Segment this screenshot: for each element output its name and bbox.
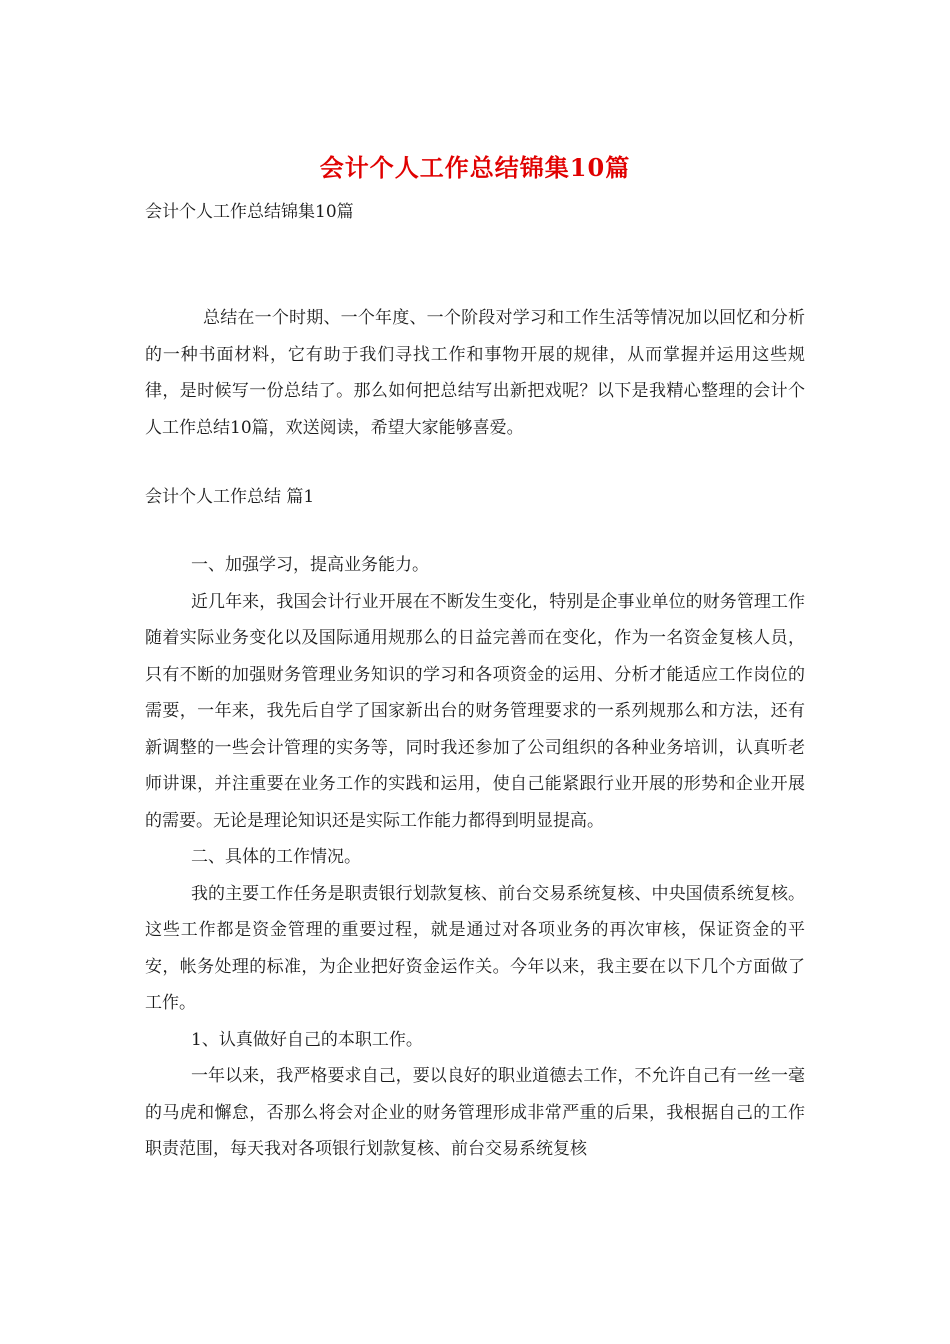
section-heading: 会计个人工作总结 篇1 (145, 487, 315, 507)
body-paragraph: 一年以来，我严格要求自己，要以良好的职业道德去工作，不允许自己有一丝一毫的马虎和懈怠，否那么将会对企业的财务管理形成非常严重的后果，我根据自己的工作职责范围，每天我对各项银行划款复核、前台交易系统复核 (145, 1066, 805, 1159)
body-paragraph: 我的主要工作任务是职责银行划款复核、前台交易系统复核、中央国债系统复核。这些工作都是资金管理的重要过程，就是通过对各项业务的再次审核，保证资金的平安，帐务处理的标准，为企业把好资金运作关。今年以来，我主要在以下几个方面做了工作。 (145, 883, 805, 1013)
body-paragraph: 二、具体的工作情况。 (191, 847, 361, 867)
body-paragraph: 近几年来，我国会计行业开展在不断发生变化，特别是企事业单位的财务管理工作随着实际业务变化以及国际通用规那么的日益完善而在变化，作为一名资金复核人员，只有不断的加强财务管理业务知识的学习和各项资金的运用、分析才能适应工作岗位的需要，一年来，我先后自学了国家新出台的财务管理要求的一系列规那么和方法，还有新调整的一些会计管理的实务等，同时我还参加了公司组织的各种业务培训，认真听老师讲课，并注重要在业务工作的实践和运用，使自己能紧跟行业开展的形势和企业开展的需要。无论是理论知识还是实际工作能力都得到明显提高。 (145, 591, 805, 831)
document-title: 会计个人工作总结锦集10篇 (319, 153, 631, 182)
body-text (145, 547, 805, 1168)
body-paragraph: 一、加强学习，提高业务能力。 (191, 555, 429, 575)
body-paragraph: 1、认真做好自己的本职工作。 (191, 1029, 423, 1050)
intro-paragraph: 总结在一个时期、一个年度、一个阶段对学习和工作生活等情况加以回忆和分析的一种书面材料，它有助于我们寻找工作和事物开展的规律，从而掌握并运用这些规律，是时候写一份总结了。那么如何把总结写出新把戏呢？以下是我精心整理的会计个人工作总结10篇，欢送阅读，希望大家能够喜爱。 (145, 308, 805, 438)
document-subtitle: 会计个人工作总结锦集10篇 (145, 202, 354, 222)
